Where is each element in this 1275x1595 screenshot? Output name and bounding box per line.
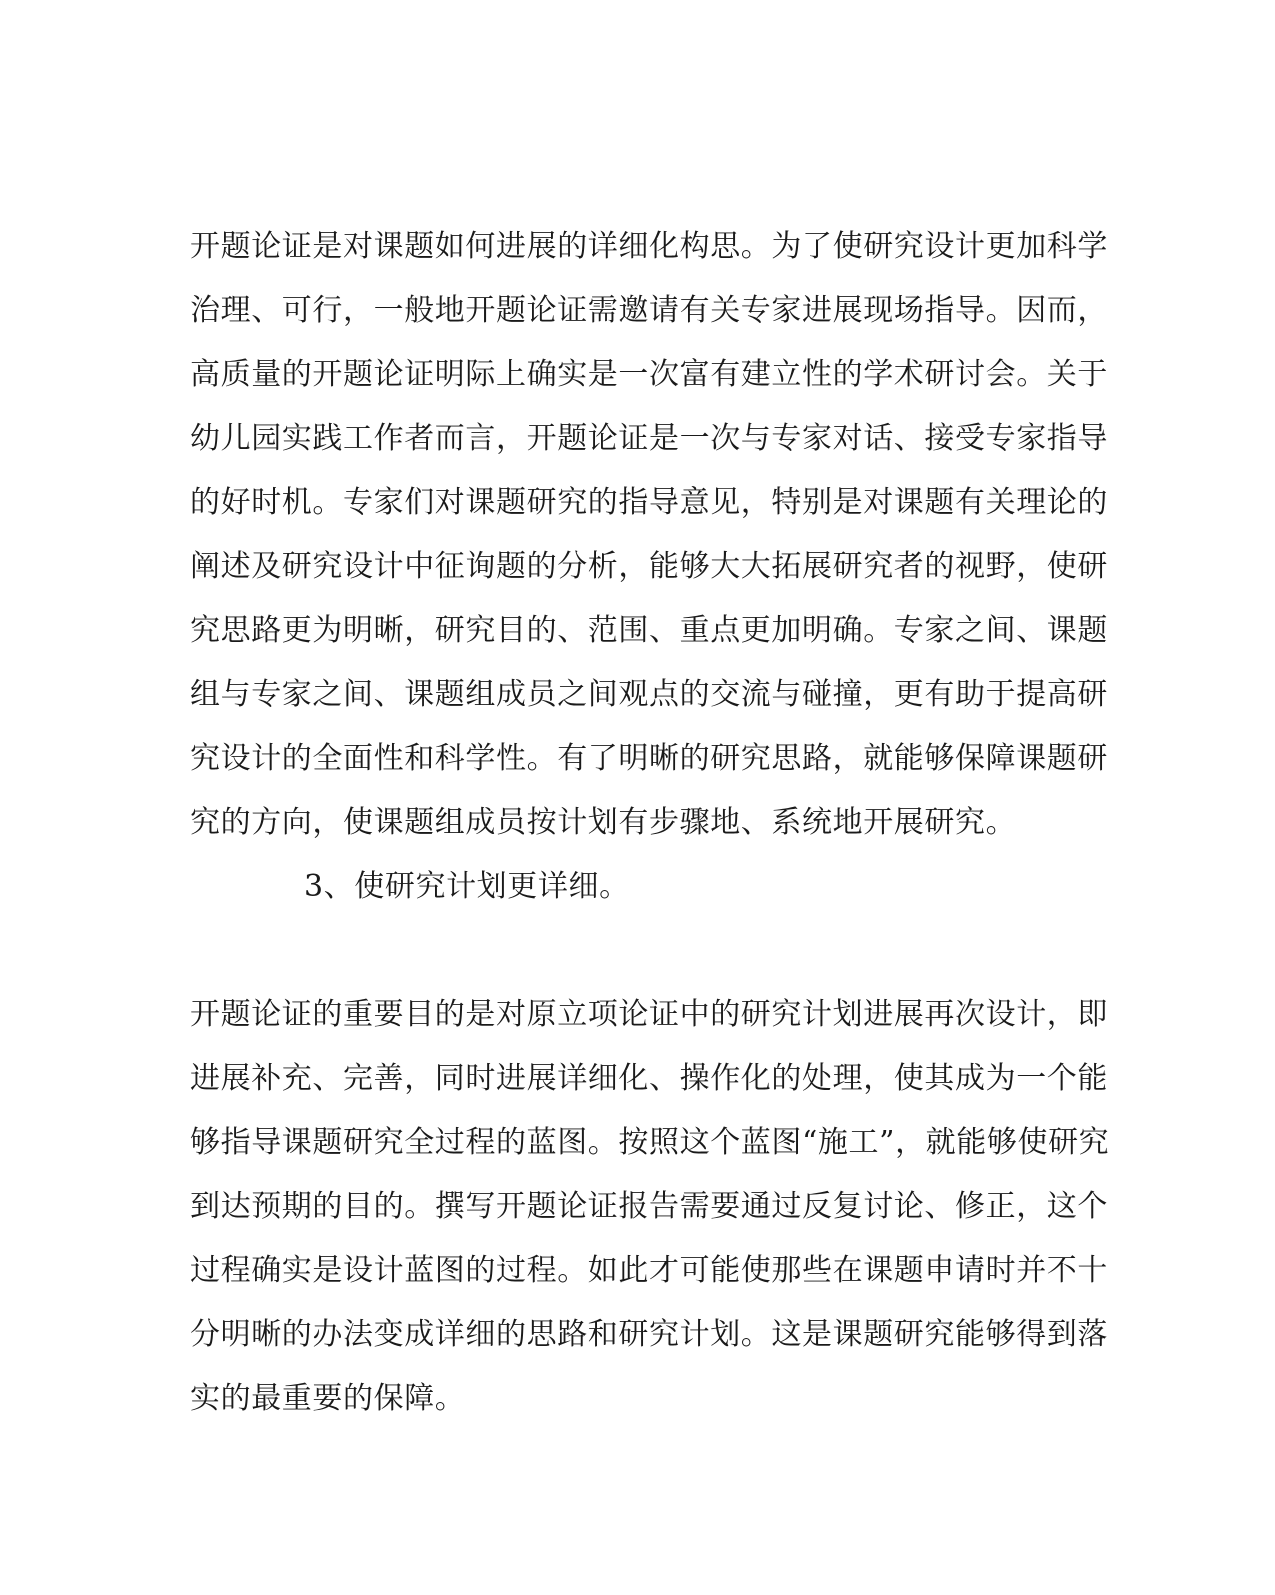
paragraph-line: 究思路更为明晰，研究目的、范围、重点更加明确。专家之间、课题: [190, 613, 1108, 648]
paragraph-line: 开题论证是对课题如何进展的详细化构思。为了使研究设计更加科学: [190, 229, 1108, 264]
paragraph-line: 实的最重要的保障。: [190, 1381, 466, 1416]
paragraph-line: 组与专家之间、课题组成员之间观点的交流与碰撞，更有助于提高研: [190, 677, 1108, 712]
paragraph-line: 究设计的全面性和科学性。有了明晰的研究思路，就能够保障课题研: [190, 741, 1108, 776]
paragraph-line: 治理、可行，一般地开题论证需邀请有关专家进展现场指导。因而，: [190, 293, 1108, 328]
paragraph-line: 幼儿园实践工作者而言，开题论证是一次与专家对话、接受专家指导: [190, 421, 1108, 456]
paragraph-line: 到达预期的目的。撰写开题论证报告需要通过反复讨论、修正，这个: [190, 1189, 1108, 1224]
paragraph-line: 阐述及研究设计中征询题的分析，能够大大拓展研究者的视野，使研: [190, 549, 1108, 584]
section-heading: 3、使研究计划更详细。: [304, 869, 630, 904]
paragraph-line: 过程确实是设计蓝图的过程。如此才可能使那些在课题申请时并不十: [190, 1253, 1108, 1288]
paragraph-line: 开题论证的重要目的是对原立项论证中的研究计划进展再次设计，即: [190, 997, 1108, 1032]
paragraph-line: 进展补充、完善，同时进展详细化、操作化的处理，使其成为一个能: [190, 1061, 1108, 1096]
paragraph-line: 究的方向，使课题组成员按计划有步骤地、系统地开展研究。: [190, 805, 1017, 840]
paragraph-line: 的好时机。专家们对课题研究的指导意见，特别是对课题有关理论的: [190, 485, 1108, 520]
paragraph-line: 分明晰的办法变成详细的思路和研究计划。这是课题研究能够得到落: [190, 1317, 1108, 1352]
paragraph-line: 够指导课题研究全过程的蓝图。按照这个蓝图“施工”，就能够使研究: [190, 1125, 1110, 1160]
paragraph-line: 高质量的开题论证明际上确实是一次富有建立性的学术研讨会。关于: [190, 357, 1108, 392]
